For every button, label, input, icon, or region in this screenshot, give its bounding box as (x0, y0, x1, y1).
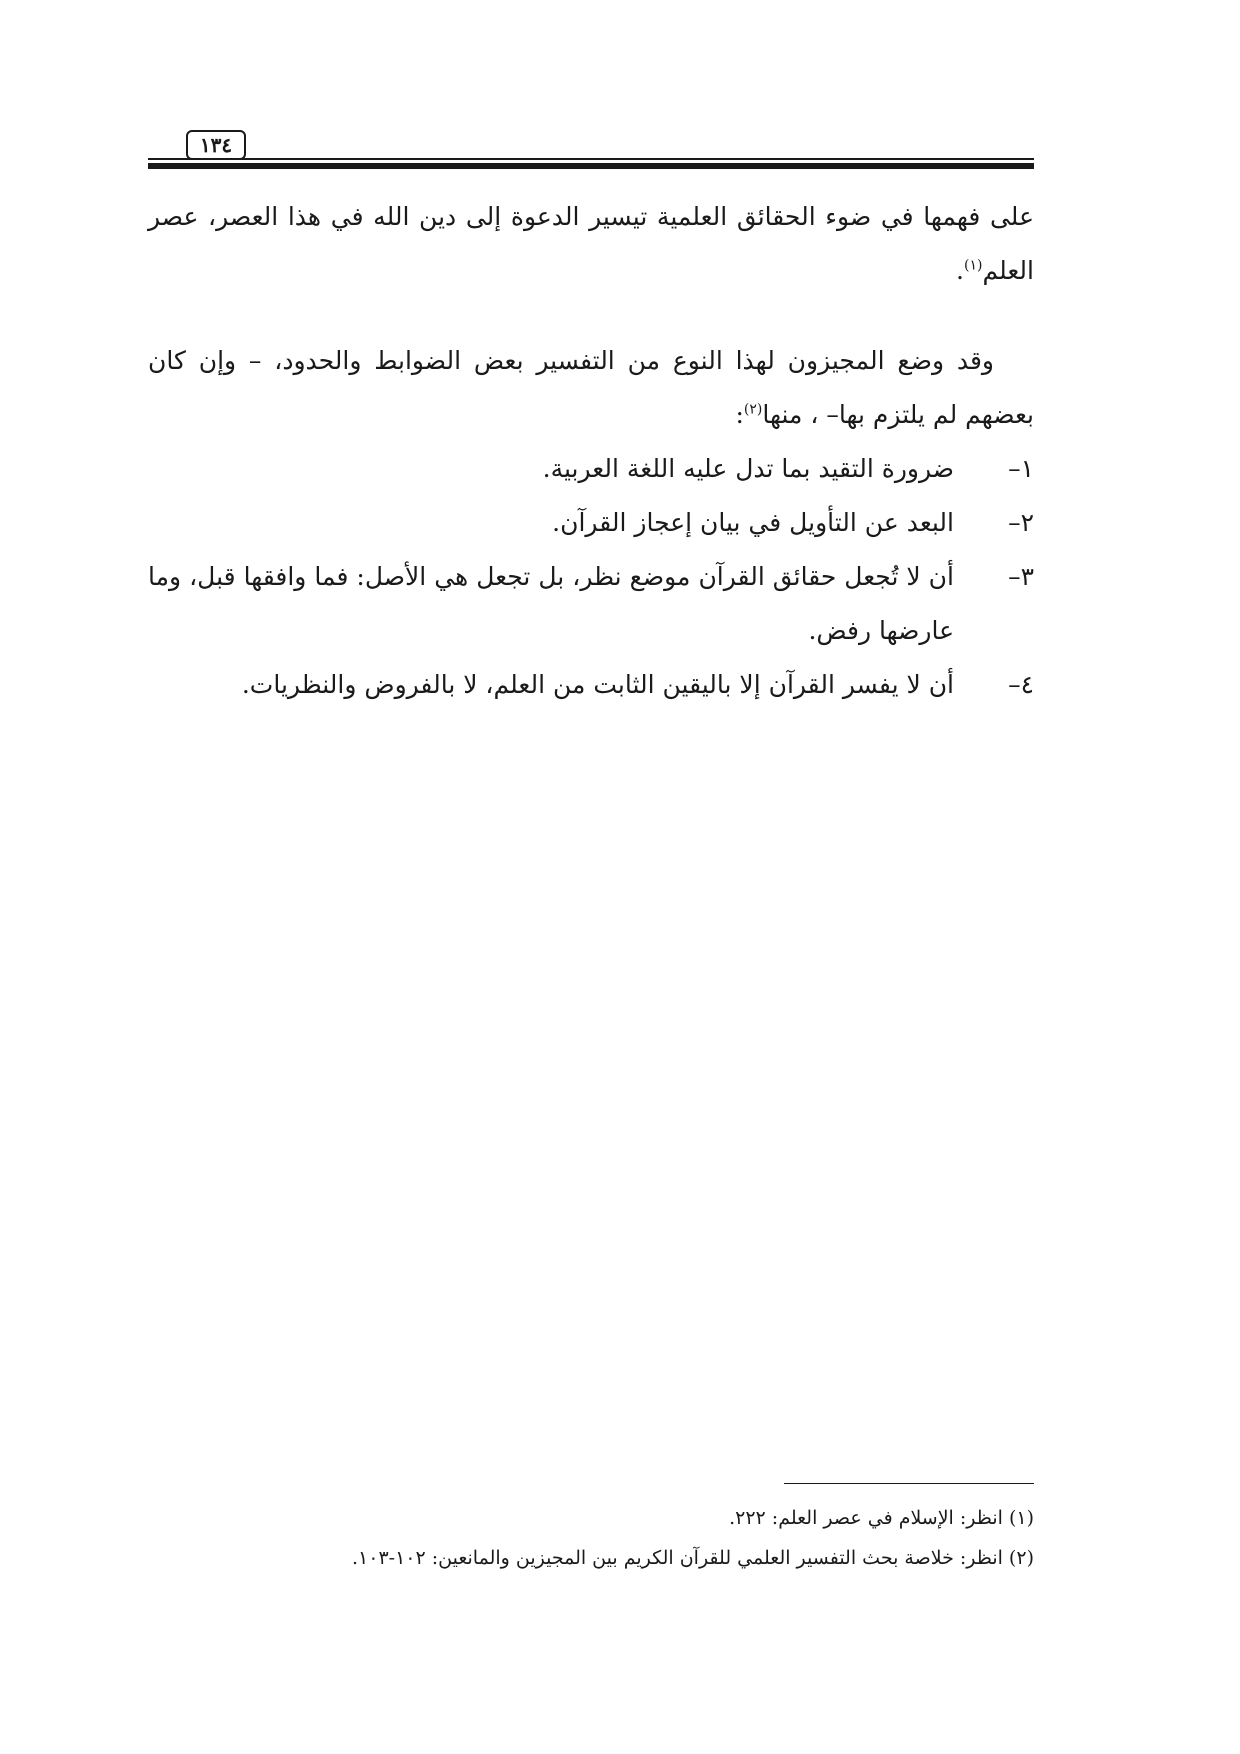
list-item-text: البعد عن التأويل في بيان إعجاز القرآن. (552, 508, 954, 537)
footnote-1: (١) انظر: الإسلام في عصر العلم: ٢٢٢. (729, 1507, 1034, 1529)
page-header (148, 128, 1034, 172)
main-text (148, 190, 1034, 712)
page-number: ١٣٤ (186, 130, 246, 160)
paragraph-2-end: : (735, 400, 744, 429)
header-rule-thin (148, 158, 1034, 160)
paragraph-1-text: على فهمها في ضوء الحقائق العلمية تيسير الدعوة إلى دين الله في هذا العصر، عصر العلم (148, 202, 1034, 285)
list-item (148, 496, 1034, 550)
footnote-divider (784, 1483, 1034, 1484)
list-item-text: أن لا يفسر القرآن إلا باليقين الثابت من العلم، لا بالفروض والنظريات. (241, 670, 954, 699)
list-item-number: ٢– (1008, 508, 1034, 537)
list-item (148, 550, 1034, 658)
footnote-ref-1: (١) (963, 257, 983, 274)
footnotes (148, 1498, 1034, 1578)
list-item-text: أن لا تُجعل حقائق القرآن موضع نظر، بل تجعل هي الأصل: فما وافقها قبل، وما عارضها رفض. (148, 562, 954, 645)
paragraph-1 (148, 190, 1034, 298)
list-item (148, 442, 1034, 496)
paragraph-1-end: . (956, 256, 964, 285)
list-item (148, 658, 1034, 712)
list-item-number: ٣– (1008, 562, 1034, 591)
paragraph-2 (148, 334, 1034, 442)
header-rule-thick (148, 163, 1034, 169)
footnote-2: (٢) انظر: خلاصة بحث التفسير العلمي للقرآن الكريم بين المجيزين والمانعين: ١٠٢-١٠٣. (351, 1547, 1034, 1569)
paragraph-2-text: وقد وضع المجيزون لهذا النوع من التفسير بعض الضوابط والحدود، – وإن كان بعضهم لم يلتزم بها– ، منها (148, 346, 1034, 429)
list-item-number: ١– (1008, 454, 1034, 483)
list-item-number: ٤– (1008, 670, 1034, 699)
footnote-ref-2: (٢) (743, 401, 763, 418)
list-item-text: ضرورة التقيد بما تدل عليه اللغة العربية. (542, 454, 954, 483)
rules-list (148, 442, 1034, 712)
